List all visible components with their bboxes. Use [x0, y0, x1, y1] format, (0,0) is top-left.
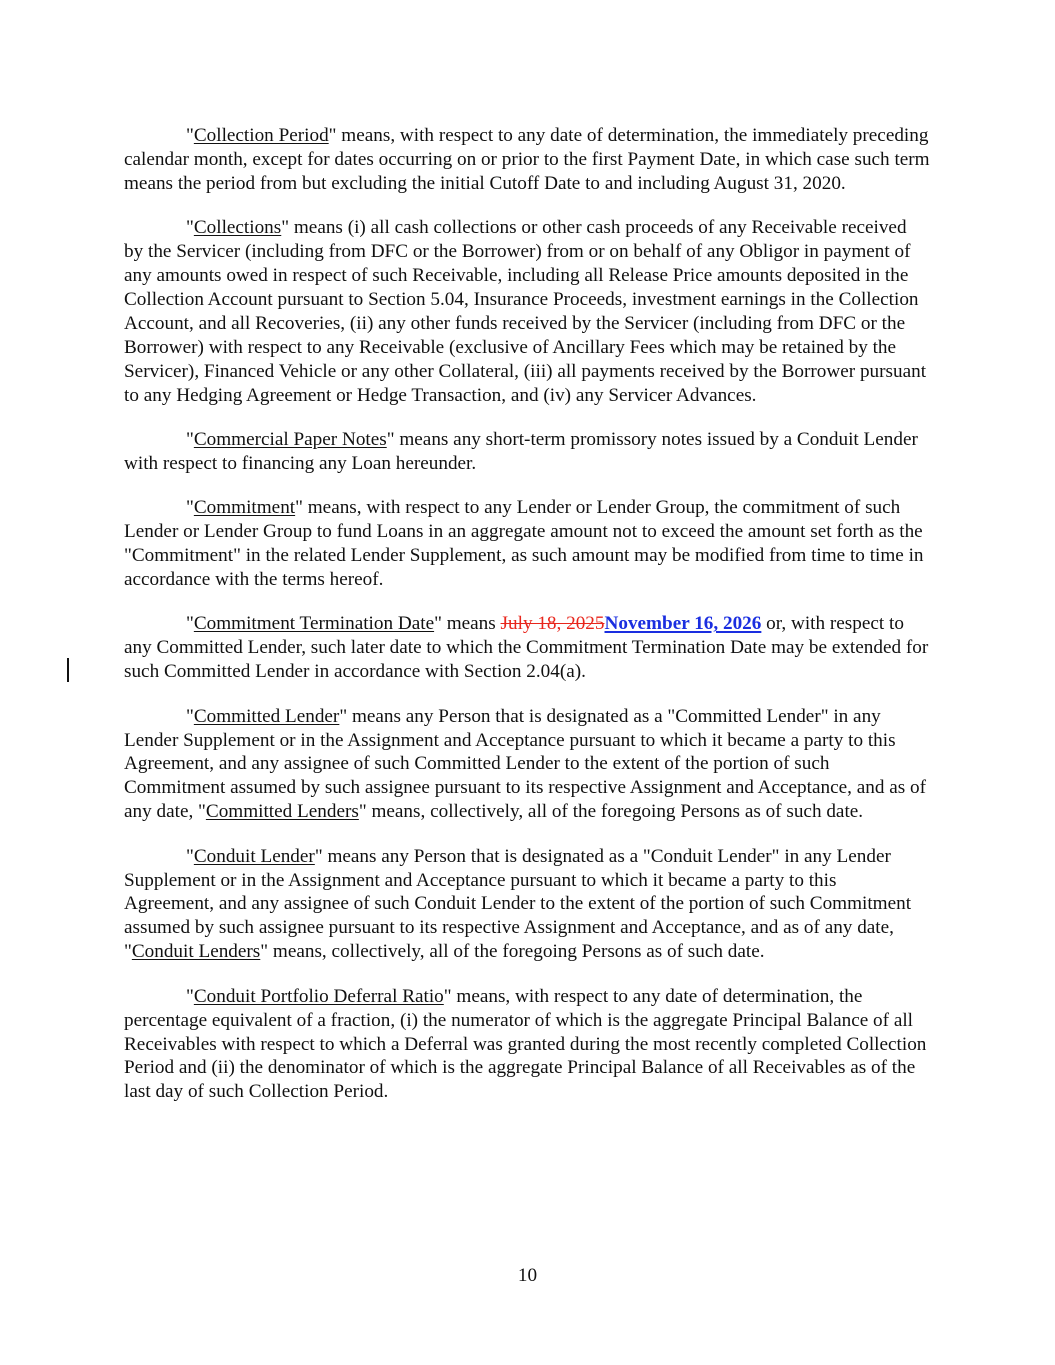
definition-collections: "Collections" means (i) all cash collections or other cash proceeds of any Receivable received by the Servicer (including from DFC or the Borrower) from or on behalf of any Obligor in payment of any amounts owed in respect of such Receivable, including all Release Price amounts deposited in the Collection Account pursuant to Section 5.04, Insurance Proceeds, investment earnings in the Collection Account, and all Recoveries, (ii) any other funds received by the Servicer (including from DFC or the Borrower) with respect to any Receivable (exclusive of Ancillary Fees which may be retained by the Servicer), Financed Vehicle or any other Collateral, (iii) all payments received by the Borrower pursuant to any Hedging Agreement or Hedge Transaction, and (iv) any Servicer Advances. — [124, 217, 927, 406]
defined-term: Conduit Lender — [193, 845, 315, 867]
defined-term: Commitment — [193, 497, 296, 519]
definition-conduit-lender: "Conduit Lender" means any Person that is designated as a "Conduit Lender" in any Lender Supplement or in the Assignment and Acceptance pursuant to which it became a party to this Agreement, and any assignee of such Conduit Lender to the extent of the portion of such Commitment assumed by such assignee pursuant to its respective Assignment and Acceptance, and as of any date, "Conduit Lenders" means, collectively, all of the foregoing Persons as of such date. — [124, 845, 912, 963]
defined-term: Commercial Paper Notes — [193, 428, 387, 450]
defined-term: Committed Lenders — [205, 801, 359, 823]
deleted-text: July 18, 2025 — [500, 613, 605, 635]
change-bar — [67, 658, 69, 682]
defined-term: Committed Lender — [193, 705, 340, 727]
definition-commitment: "Commitment" means, with respect to any Lender or Lender Group, the commitment of such Lender or Lender Group to fund Loans in an aggregate amount not to exceed the amount set forth as the "Commitment" in the related Lender Supplement, as such amount may be modified from time to time in accordance with the terms hereof. — [124, 497, 924, 590]
document-page — [124, 124, 930, 1125]
defined-term: Collection Period — [193, 125, 329, 146]
defined-term: Conduit Portfolio Deferral Ratio — [193, 985, 444, 1007]
defined-term: Collections — [193, 217, 282, 239]
defined-term: Conduit Lenders — [131, 941, 261, 963]
inserted-text: November 16, 2026 — [604, 613, 762, 635]
definition-commitment-termination-date: "Commitment Termination Date" means July 18, 2025November 16, 2026 or, with respect to any Committed Lender, such later date to which the Commitment Termination Date may be extended for such Committed Lender in accordance with Section 2.04(a). — [124, 613, 929, 683]
defined-term: Commitment Termination Date — [193, 613, 435, 635]
definition-committed-lender: "Committed Lender" means any Person that is designated as a "Committed Lender" in any Lender Supplement or in the Assignment and Acceptance pursuant to which it became a party to this Agreement, and any assignee of such Committed Lender to the extent of the portion of such Commitment assumed by such assignee pursuant to its respective Assignment and Acceptance, and as of any date, "Committed Lenders" means, collectively, all of the foregoing Persons as of such date. — [124, 705, 926, 823]
page-number: 10 — [517, 1265, 538, 1286]
definition-conduit-portfolio-deferral-ratio: "Conduit Portfolio Deferral Ratio" means, with respect to any date of determination, the percentage equivalent of a fraction, (i) the numerator of which is the aggregate Principal Balance of all Receivables with respect to which a Deferral was granted during the most recently completed Collection Period and (ii) the denominator of which is the aggregate Principal Balance of all Receivables as of the last day of such Collection Period. — [124, 985, 927, 1103]
definition-commercial-paper-notes: "Commercial Paper Notes" means any short-term promissory notes issued by a Conduit Lender with respect to financing any Loan hereunder. — [124, 428, 918, 474]
definition-collection-period: "Collection Period" means, with respect to any date of determination, the immediately preceding calendar month, except for dates occurring on or prior to the first Payment Date, in which case such term means the period from but excluding the initial Cutoff Date to and including August 31, 2020. — [124, 125, 930, 194]
